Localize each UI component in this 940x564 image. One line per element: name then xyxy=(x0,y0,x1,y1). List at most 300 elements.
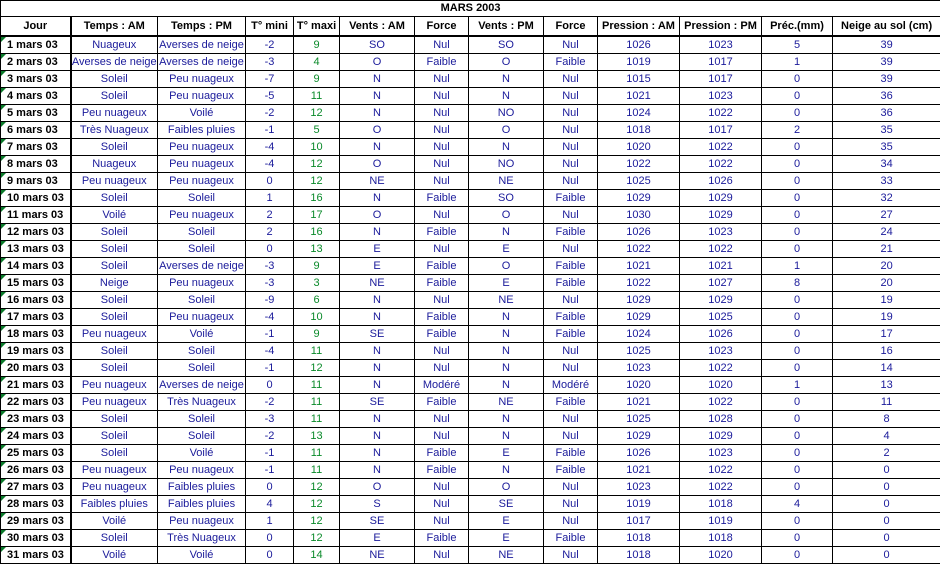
col-t-mini-cell[interactable]: -2 xyxy=(246,36,294,54)
col-temps-pm-cell[interactable]: Peu nuageux xyxy=(158,88,246,105)
col-force-am-cell[interactable]: Faible xyxy=(415,275,469,292)
col-temps-am-cell[interactable]: Soleil xyxy=(71,241,158,258)
col-force-am-cell[interactable]: Nul xyxy=(415,292,469,309)
col-jour-cell[interactable]: 18 mars 03 xyxy=(1,326,71,343)
col-pression-pm-cell[interactable]: 1027 xyxy=(680,275,762,292)
col-vents-am-cell[interactable]: N xyxy=(340,445,415,462)
col-temps-pm-cell[interactable]: Soleil xyxy=(158,360,246,377)
col-neige-cell[interactable]: 0 xyxy=(833,530,940,547)
col-temps-pm-cell[interactable]: Peu nuageux xyxy=(158,275,246,292)
col-neige-cell[interactable]: 13 xyxy=(833,377,940,394)
col-pression-am-cell[interactable]: 1029 xyxy=(598,190,680,207)
col-pression-pm-cell[interactable]: 1020 xyxy=(680,547,762,564)
col-neige-cell[interactable]: 19 xyxy=(833,292,940,309)
col-pression-am-cell[interactable]: 1029 xyxy=(598,428,680,445)
col-pression-pm-cell[interactable]: 1020 xyxy=(680,377,762,394)
col-neige-cell[interactable]: 0 xyxy=(833,496,940,513)
col-jour-cell[interactable]: 21 mars 03 xyxy=(1,377,71,394)
col-force-pm-cell[interactable]: Faible xyxy=(544,190,598,207)
col-temps-pm-cell[interactable]: Faibles pluies xyxy=(158,122,246,139)
col-vents-pm-cell[interactable]: E xyxy=(469,530,544,547)
col-prec-cell[interactable]: 0 xyxy=(762,547,833,564)
col-vents-am-cell[interactable]: NE xyxy=(340,547,415,564)
col-vents-am-cell[interactable]: NE xyxy=(340,275,415,292)
col-vents-am-cell[interactable]: SE xyxy=(340,326,415,343)
col-neige-cell[interactable]: 39 xyxy=(833,36,940,54)
col-vents-am-cell[interactable]: SE xyxy=(340,394,415,411)
col-vents-pm-cell[interactable]: SO xyxy=(469,36,544,54)
col-neige-cell[interactable]: 0 xyxy=(833,513,940,530)
col-force-am-cell[interactable]: Nul xyxy=(415,479,469,496)
col-prec-cell[interactable]: 0 xyxy=(762,513,833,530)
col-neige-cell[interactable]: 36 xyxy=(833,88,940,105)
col-force-am-cell[interactable]: Nul xyxy=(415,173,469,190)
col-t-maxi-cell[interactable]: 11 xyxy=(294,343,340,360)
col-pression-pm-cell[interactable]: 1021 xyxy=(680,258,762,275)
col-vents-pm-cell[interactable]: SE xyxy=(469,496,544,513)
col-pression-am-header[interactable]: Pression : AM xyxy=(598,17,680,37)
col-temps-pm-cell[interactable]: Peu nuageux xyxy=(158,309,246,326)
col-pression-pm-cell[interactable]: 1019 xyxy=(680,513,762,530)
col-temps-pm-cell[interactable]: Peu nuageux xyxy=(158,207,246,224)
col-t-maxi-cell[interactable]: 5 xyxy=(294,122,340,139)
col-prec-cell[interactable]: 0 xyxy=(762,479,833,496)
col-pression-am-cell[interactable]: 1018 xyxy=(598,122,680,139)
col-pression-am-cell[interactable]: 1021 xyxy=(598,394,680,411)
col-t-mini-cell[interactable]: -4 xyxy=(246,139,294,156)
col-t-maxi-cell[interactable]: 3 xyxy=(294,275,340,292)
col-temps-pm-cell[interactable]: Peu nuageux xyxy=(158,462,246,479)
col-pression-pm-cell[interactable]: 1022 xyxy=(680,139,762,156)
col-force-am-cell[interactable]: Faible xyxy=(415,445,469,462)
col-jour-cell[interactable]: 27 mars 03 xyxy=(1,479,71,496)
col-pression-pm-cell[interactable]: 1022 xyxy=(680,394,762,411)
col-force-am-cell[interactable]: Nul xyxy=(415,547,469,564)
col-vents-am-cell[interactable]: N xyxy=(340,309,415,326)
col-temps-am-cell[interactable]: Soleil xyxy=(71,428,158,445)
col-pression-am-cell[interactable]: 1019 xyxy=(598,54,680,71)
col-force-pm-cell[interactable]: Faible xyxy=(544,326,598,343)
col-force-pm-cell[interactable]: Nul xyxy=(544,343,598,360)
col-jour-cell[interactable]: 23 mars 03 xyxy=(1,411,71,428)
col-force-pm-cell[interactable]: Nul xyxy=(544,88,598,105)
col-force-pm-cell[interactable]: Nul xyxy=(544,139,598,156)
col-vents-am-cell[interactable]: O xyxy=(340,122,415,139)
col-pression-am-cell[interactable]: 1022 xyxy=(598,275,680,292)
col-t-maxi-cell[interactable]: 11 xyxy=(294,394,340,411)
col-pression-am-cell[interactable]: 1021 xyxy=(598,258,680,275)
col-prec-cell[interactable]: 0 xyxy=(762,428,833,445)
col-temps-pm-cell[interactable]: Averses de neige xyxy=(158,377,246,394)
col-t-maxi-cell[interactable]: 12 xyxy=(294,156,340,173)
col-pression-pm-cell[interactable]: 1023 xyxy=(680,445,762,462)
col-force-pm-cell[interactable]: Faible xyxy=(544,445,598,462)
col-neige-cell[interactable]: 0 xyxy=(833,547,940,564)
col-jour-cell[interactable]: 31 mars 03 xyxy=(1,547,71,564)
col-t-maxi-cell[interactable]: 12 xyxy=(294,530,340,547)
col-neige-cell[interactable]: 35 xyxy=(833,122,940,139)
col-t-mini-cell[interactable]: -4 xyxy=(246,343,294,360)
col-vents-am-cell[interactable]: S xyxy=(340,496,415,513)
col-vents-am-cell[interactable]: SE xyxy=(340,513,415,530)
col-t-maxi-cell[interactable]: 17 xyxy=(294,207,340,224)
col-pression-am-cell[interactable]: 1020 xyxy=(598,377,680,394)
col-t-maxi-cell[interactable]: 11 xyxy=(294,462,340,479)
col-t-mini-cell[interactable]: -3 xyxy=(246,275,294,292)
col-force-am-cell[interactable]: Nul xyxy=(415,36,469,54)
col-vents-am-cell[interactable]: N xyxy=(340,139,415,156)
col-neige-cell[interactable]: 8 xyxy=(833,411,940,428)
col-vents-am-cell[interactable]: SO xyxy=(340,36,415,54)
col-prec-cell[interactable]: 0 xyxy=(762,224,833,241)
col-vents-pm-cell[interactable]: N xyxy=(469,88,544,105)
col-pression-pm-cell[interactable]: 1022 xyxy=(680,462,762,479)
col-temps-pm-cell[interactable]: Voilé xyxy=(158,105,246,122)
col-force-am-cell[interactable]: Faible xyxy=(415,309,469,326)
col-force-pm-cell[interactable]: Faible xyxy=(544,224,598,241)
col-t-maxi-cell[interactable]: 4 xyxy=(294,54,340,71)
col-pression-am-cell[interactable]: 1018 xyxy=(598,530,680,547)
col-pression-pm-cell[interactable]: 1022 xyxy=(680,479,762,496)
col-force-pm-cell[interactable]: Nul xyxy=(544,292,598,309)
col-force-pm-cell[interactable]: Nul xyxy=(544,36,598,54)
col-t-mini-cell[interactable]: -1 xyxy=(246,360,294,377)
col-jour-cell[interactable]: 6 mars 03 xyxy=(1,122,71,139)
col-force-am-cell[interactable]: Nul xyxy=(415,343,469,360)
col-vents-pm-cell[interactable]: NE xyxy=(469,394,544,411)
col-jour-cell[interactable]: 29 mars 03 xyxy=(1,513,71,530)
col-t-maxi-cell[interactable]: 12 xyxy=(294,496,340,513)
col-vents-am-cell[interactable]: N xyxy=(340,105,415,122)
col-prec-cell[interactable]: 2 xyxy=(762,122,833,139)
col-pression-pm-cell[interactable]: 1029 xyxy=(680,207,762,224)
col-neige-cell[interactable]: 27 xyxy=(833,207,940,224)
col-jour-cell[interactable]: 20 mars 03 xyxy=(1,360,71,377)
col-t-maxi-cell[interactable]: 13 xyxy=(294,241,340,258)
col-pression-pm-cell[interactable]: 1023 xyxy=(680,224,762,241)
col-vents-pm-cell[interactable]: N xyxy=(469,343,544,360)
col-temps-pm-cell[interactable]: Averses de neige xyxy=(158,36,246,54)
col-temps-pm-cell[interactable]: Peu nuageux xyxy=(158,139,246,156)
col-t-maxi-cell[interactable]: 10 xyxy=(294,309,340,326)
col-prec-cell[interactable]: 0 xyxy=(762,530,833,547)
col-pression-pm-cell[interactable]: 1022 xyxy=(680,360,762,377)
col-force-pm-cell[interactable]: Nul xyxy=(544,156,598,173)
col-temps-pm-cell[interactable]: Soleil xyxy=(158,241,246,258)
col-jour-cell[interactable]: 16 mars 03 xyxy=(1,292,71,309)
col-temps-am-cell[interactable]: Peu nuageux xyxy=(71,462,158,479)
col-jour-cell[interactable]: 4 mars 03 xyxy=(1,88,71,105)
col-force-pm-cell[interactable]: Faible xyxy=(544,309,598,326)
col-prec-cell[interactable]: 0 xyxy=(762,292,833,309)
col-pression-am-cell[interactable]: 1024 xyxy=(598,105,680,122)
col-vents-pm-header[interactable]: Vents : PM xyxy=(469,17,544,37)
col-force-am-cell[interactable]: Nul xyxy=(415,513,469,530)
col-temps-am-cell[interactable]: Peu nuageux xyxy=(71,105,158,122)
col-force-am-cell[interactable]: Nul xyxy=(415,241,469,258)
col-temps-am-cell[interactable]: Peu nuageux xyxy=(71,394,158,411)
col-pression-am-cell[interactable]: 1024 xyxy=(598,326,680,343)
col-prec-cell[interactable]: 1 xyxy=(762,377,833,394)
col-force-am-cell[interactable]: Nul xyxy=(415,207,469,224)
col-jour-cell[interactable]: 9 mars 03 xyxy=(1,173,71,190)
col-temps-am-cell[interactable]: Soleil xyxy=(71,190,158,207)
col-vents-pm-cell[interactable]: O xyxy=(469,479,544,496)
col-neige-cell[interactable]: 11 xyxy=(833,394,940,411)
col-prec-cell[interactable]: 0 xyxy=(762,241,833,258)
col-pression-pm-cell[interactable]: 1022 xyxy=(680,241,762,258)
col-temps-am-cell[interactable]: Très Nuageux xyxy=(71,122,158,139)
col-t-mini-cell[interactable]: 1 xyxy=(246,513,294,530)
col-force-pm-cell[interactable]: Nul xyxy=(544,411,598,428)
col-force-am-cell[interactable]: Nul xyxy=(415,139,469,156)
col-prec-cell[interactable]: 0 xyxy=(762,173,833,190)
col-pression-am-cell[interactable]: 1015 xyxy=(598,71,680,88)
col-jour-cell[interactable]: 1 mars 03 xyxy=(1,36,71,54)
col-vents-pm-cell[interactable]: N xyxy=(469,309,544,326)
col-temps-am-cell[interactable]: Soleil xyxy=(71,71,158,88)
col-jour-cell[interactable]: 22 mars 03 xyxy=(1,394,71,411)
col-temps-am-cell[interactable]: Soleil xyxy=(71,224,158,241)
col-pression-pm-cell[interactable]: 1026 xyxy=(680,173,762,190)
col-t-maxi-cell[interactable]: 9 xyxy=(294,36,340,54)
col-t-maxi-cell[interactable]: 12 xyxy=(294,513,340,530)
col-prec-cell[interactable]: 0 xyxy=(762,445,833,462)
col-t-mini-cell[interactable]: 2 xyxy=(246,224,294,241)
col-pression-am-cell[interactable]: 1018 xyxy=(598,547,680,564)
col-jour-cell[interactable]: 26 mars 03 xyxy=(1,462,71,479)
col-t-maxi-cell[interactable]: 12 xyxy=(294,360,340,377)
col-t-maxi-cell[interactable]: 11 xyxy=(294,88,340,105)
col-jour-cell[interactable]: 5 mars 03 xyxy=(1,105,71,122)
col-force-am-cell[interactable]: Nul xyxy=(415,71,469,88)
col-t-mini-cell[interactable]: -4 xyxy=(246,156,294,173)
col-force-pm-cell[interactable]: Nul xyxy=(544,428,598,445)
col-neige-cell[interactable]: 39 xyxy=(833,54,940,71)
col-vents-am-cell[interactable]: N xyxy=(340,190,415,207)
col-prec-cell[interactable]: 0 xyxy=(762,309,833,326)
col-temps-am-cell[interactable]: Soleil xyxy=(71,445,158,462)
col-vents-pm-cell[interactable]: O xyxy=(469,207,544,224)
col-temps-am-cell[interactable]: Soleil xyxy=(71,530,158,547)
col-t-maxi-cell[interactable]: 16 xyxy=(294,190,340,207)
col-force-am-cell[interactable]: Nul xyxy=(415,411,469,428)
col-t-mini-cell[interactable]: -1 xyxy=(246,326,294,343)
col-jour-cell[interactable]: 28 mars 03 xyxy=(1,496,71,513)
col-t-maxi-cell[interactable]: 11 xyxy=(294,377,340,394)
col-temps-am-cell[interactable]: Voilé xyxy=(71,207,158,224)
col-neige-cell[interactable]: 16 xyxy=(833,343,940,360)
col-pression-pm-header[interactable]: Pression : PM xyxy=(680,17,762,37)
col-jour-cell[interactable]: 13 mars 03 xyxy=(1,241,71,258)
col-t-mini-cell[interactable]: -9 xyxy=(246,292,294,309)
col-vents-pm-cell[interactable]: N xyxy=(469,428,544,445)
col-pression-am-cell[interactable]: 1026 xyxy=(598,224,680,241)
col-temps-am-cell[interactable]: Voilé xyxy=(71,547,158,564)
col-t-maxi-header[interactable]: T° maxi xyxy=(294,17,340,37)
col-prec-cell[interactable]: 0 xyxy=(762,139,833,156)
col-t-mini-cell[interactable]: -1 xyxy=(246,445,294,462)
col-temps-pm-cell[interactable]: Peu nuageux xyxy=(158,173,246,190)
col-pression-pm-cell[interactable]: 1028 xyxy=(680,411,762,428)
col-temps-pm-cell[interactable]: Soleil xyxy=(158,224,246,241)
col-pression-am-cell[interactable]: 1026 xyxy=(598,445,680,462)
col-jour-cell[interactable]: 2 mars 03 xyxy=(1,54,71,71)
col-temps-pm-cell[interactable]: Soleil xyxy=(158,428,246,445)
col-vents-pm-cell[interactable]: E xyxy=(469,445,544,462)
col-force-pm-header[interactable]: Force xyxy=(544,17,598,37)
col-pression-am-cell[interactable]: 1021 xyxy=(598,462,680,479)
col-vents-pm-cell[interactable]: N xyxy=(469,411,544,428)
col-pression-pm-cell[interactable]: 1018 xyxy=(680,496,762,513)
col-temps-pm-cell[interactable]: Voilé xyxy=(158,445,246,462)
col-neige-cell[interactable]: 24 xyxy=(833,224,940,241)
col-force-am-cell[interactable]: Nul xyxy=(415,428,469,445)
col-vents-am-cell[interactable]: N xyxy=(340,360,415,377)
col-force-pm-cell[interactable]: Nul xyxy=(544,513,598,530)
col-pression-am-cell[interactable]: 1022 xyxy=(598,241,680,258)
col-prec-header[interactable]: Préc.(mm) xyxy=(762,17,833,37)
col-temps-am-cell[interactable]: Peu nuageux xyxy=(71,173,158,190)
col-pression-am-cell[interactable]: 1021 xyxy=(598,88,680,105)
col-neige-cell[interactable]: 21 xyxy=(833,241,940,258)
col-force-pm-cell[interactable]: Nul xyxy=(544,547,598,564)
col-temps-pm-cell[interactable]: Très Nuageux xyxy=(158,394,246,411)
col-temps-am-cell[interactable]: Soleil xyxy=(71,292,158,309)
col-force-am-cell[interactable]: Faible xyxy=(415,326,469,343)
col-t-mini-header[interactable]: T° mini xyxy=(246,17,294,37)
col-prec-cell[interactable]: 0 xyxy=(762,105,833,122)
col-neige-cell[interactable]: 34 xyxy=(833,156,940,173)
col-vents-pm-cell[interactable]: N xyxy=(469,377,544,394)
col-t-maxi-cell[interactable]: 9 xyxy=(294,71,340,88)
col-vents-am-cell[interactable]: N xyxy=(340,377,415,394)
col-t-maxi-cell[interactable]: 14 xyxy=(294,547,340,564)
col-vents-pm-cell[interactable]: N xyxy=(469,462,544,479)
col-pression-pm-cell[interactable]: 1023 xyxy=(680,36,762,54)
col-t-mini-cell[interactable]: 0 xyxy=(246,547,294,564)
col-force-am-cell[interactable]: Faible xyxy=(415,258,469,275)
col-prec-cell[interactable]: 5 xyxy=(762,36,833,54)
col-prec-cell[interactable]: 4 xyxy=(762,496,833,513)
col-jour-cell[interactable]: 8 mars 03 xyxy=(1,156,71,173)
col-t-mini-cell[interactable]: -1 xyxy=(246,122,294,139)
col-temps-am-cell[interactable]: Faibles pluies xyxy=(71,496,158,513)
col-temps-pm-cell[interactable]: Averses de neige xyxy=(158,54,246,71)
col-temps-pm-cell[interactable]: Très Nuageux xyxy=(158,530,246,547)
col-force-pm-cell[interactable]: Faible xyxy=(544,54,598,71)
col-vents-pm-cell[interactable]: E xyxy=(469,275,544,292)
col-pression-am-cell[interactable]: 1029 xyxy=(598,292,680,309)
col-force-am-cell[interactable]: Faible xyxy=(415,394,469,411)
col-neige-cell[interactable]: 19 xyxy=(833,309,940,326)
col-force-am-cell[interactable]: Nul xyxy=(415,88,469,105)
col-neige-cell[interactable]: 20 xyxy=(833,258,940,275)
col-temps-am-cell[interactable]: Averses de neige xyxy=(71,54,158,71)
col-t-mini-cell[interactable]: -3 xyxy=(246,411,294,428)
col-force-pm-cell[interactable]: Nul xyxy=(544,122,598,139)
col-t-mini-cell[interactable]: 2 xyxy=(246,207,294,224)
col-vents-pm-cell[interactable]: NE xyxy=(469,173,544,190)
col-vents-am-cell[interactable]: N xyxy=(340,343,415,360)
col-temps-am-cell[interactable]: Nuageux xyxy=(71,156,158,173)
col-t-mini-cell[interactable]: 4 xyxy=(246,496,294,513)
col-neige-cell[interactable]: 4 xyxy=(833,428,940,445)
col-neige-cell[interactable]: 2 xyxy=(833,445,940,462)
col-temps-am-cell[interactable]: Soleil xyxy=(71,258,158,275)
col-vents-am-cell[interactable]: N xyxy=(340,88,415,105)
col-t-mini-cell[interactable]: -7 xyxy=(246,71,294,88)
col-jour-cell[interactable]: 24 mars 03 xyxy=(1,428,71,445)
col-force-pm-cell[interactable]: Faible xyxy=(544,462,598,479)
col-t-mini-cell[interactable]: -2 xyxy=(246,105,294,122)
col-t-maxi-cell[interactable]: 9 xyxy=(294,258,340,275)
col-temps-am-header[interactable]: Temps : AM xyxy=(71,17,158,37)
col-pression-am-cell[interactable]: 1022 xyxy=(598,156,680,173)
col-force-am-header[interactable]: Force xyxy=(415,17,469,37)
col-t-mini-cell[interactable]: -3 xyxy=(246,54,294,71)
col-force-pm-cell[interactable]: Nul xyxy=(544,105,598,122)
col-t-maxi-cell[interactable]: 12 xyxy=(294,105,340,122)
col-jour-cell[interactable]: 10 mars 03 xyxy=(1,190,71,207)
col-prec-cell[interactable]: 1 xyxy=(762,258,833,275)
col-temps-pm-cell[interactable]: Soleil xyxy=(158,292,246,309)
col-force-am-cell[interactable]: Nul xyxy=(415,496,469,513)
col-jour-header[interactable]: Jour xyxy=(1,17,71,37)
col-prec-cell[interactable]: 1 xyxy=(762,54,833,71)
col-prec-cell[interactable]: 0 xyxy=(762,394,833,411)
col-t-mini-cell[interactable]: -3 xyxy=(246,258,294,275)
col-pression-pm-cell[interactable]: 1025 xyxy=(680,309,762,326)
col-temps-pm-cell[interactable]: Voilé xyxy=(158,326,246,343)
col-pression-pm-cell[interactable]: 1029 xyxy=(680,190,762,207)
col-force-pm-cell[interactable]: Modéré xyxy=(544,377,598,394)
col-temps-pm-cell[interactable]: Soleil xyxy=(158,190,246,207)
col-force-pm-cell[interactable]: Faible xyxy=(544,275,598,292)
col-vents-am-cell[interactable]: N xyxy=(340,71,415,88)
col-force-pm-cell[interactable]: Faible xyxy=(544,530,598,547)
col-jour-cell[interactable]: 12 mars 03 xyxy=(1,224,71,241)
col-vents-pm-cell[interactable]: NO xyxy=(469,105,544,122)
col-jour-cell[interactable]: 3 mars 03 xyxy=(1,71,71,88)
col-pression-pm-cell[interactable]: 1022 xyxy=(680,156,762,173)
col-pression-am-cell[interactable]: 1020 xyxy=(598,139,680,156)
col-vents-am-cell[interactable]: E xyxy=(340,241,415,258)
col-force-pm-cell[interactable]: Nul xyxy=(544,207,598,224)
col-t-maxi-cell[interactable]: 12 xyxy=(294,479,340,496)
col-temps-pm-cell[interactable]: Peu nuageux xyxy=(158,71,246,88)
col-vents-pm-cell[interactable]: SO xyxy=(469,190,544,207)
col-jour-cell[interactable]: 30 mars 03 xyxy=(1,530,71,547)
col-t-mini-cell[interactable]: 0 xyxy=(246,173,294,190)
col-prec-cell[interactable]: 0 xyxy=(762,88,833,105)
col-force-am-cell[interactable]: Faible xyxy=(415,54,469,71)
col-t-mini-cell[interactable]: -2 xyxy=(246,394,294,411)
col-prec-cell[interactable]: 0 xyxy=(762,462,833,479)
col-pression-pm-cell[interactable]: 1029 xyxy=(680,292,762,309)
col-jour-cell[interactable]: 14 mars 03 xyxy=(1,258,71,275)
col-temps-am-cell[interactable]: Neige xyxy=(71,275,158,292)
col-pression-pm-cell[interactable]: 1017 xyxy=(680,122,762,139)
col-vents-am-cell[interactable]: N xyxy=(340,292,415,309)
col-force-pm-cell[interactable]: Faible xyxy=(544,394,598,411)
col-pression-pm-cell[interactable]: 1017 xyxy=(680,54,762,71)
col-t-mini-cell[interactable]: -5 xyxy=(246,88,294,105)
col-jour-cell[interactable]: 25 mars 03 xyxy=(1,445,71,462)
col-prec-cell[interactable]: 0 xyxy=(762,156,833,173)
col-t-mini-cell[interactable]: -4 xyxy=(246,309,294,326)
col-temps-pm-cell[interactable]: Faibles pluies xyxy=(158,496,246,513)
